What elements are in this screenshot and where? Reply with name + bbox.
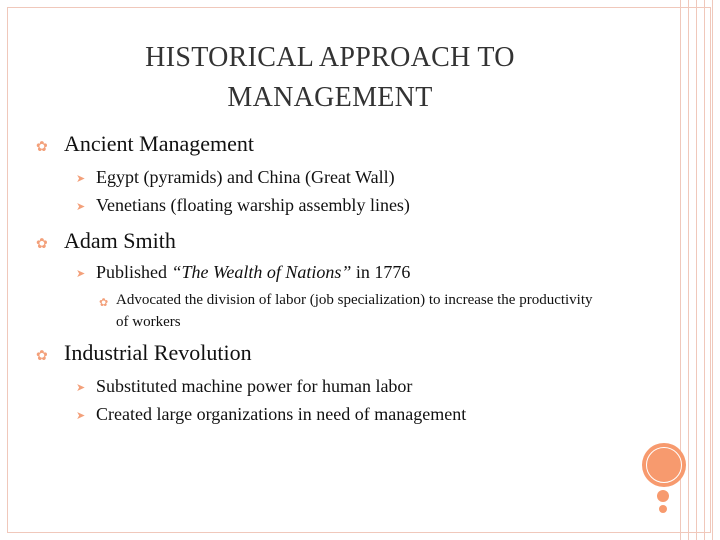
section-heading-ancient: Ancient Management <box>64 131 254 156</box>
arrow-bullet-icon: ➤ <box>76 201 86 213</box>
section-heading-industrial: Industrial Revolution <box>64 340 252 365</box>
list-item-published <box>96 262 410 283</box>
decorative-circle-small <box>657 490 669 502</box>
book-title: “The Wealth of Nations” <box>171 262 352 282</box>
gear-icon: ✿ <box>36 349 48 364</box>
arrow-bullet-icon: ➤ <box>76 382 86 394</box>
published-suffix: in 1776 <box>351 262 411 282</box>
gear-icon: ✿ <box>99 297 109 309</box>
published-prefix: Published <box>96 262 172 282</box>
decorative-circle-ring <box>646 447 682 483</box>
arrow-bullet-icon: ➤ <box>76 410 86 422</box>
list-item: Created large organizations in need of management <box>96 404 467 424</box>
arrow-bullet-icon: ➤ <box>76 173 86 185</box>
decorative-circle-tiny <box>659 505 667 513</box>
slide-title <box>80 38 580 118</box>
sub-list-item: Advocated the division of labor (job specialization) to increase the productivity of workers <box>116 292 593 330</box>
gear-icon: ✿ <box>36 237 48 252</box>
title-line-2: MANAGEMENT <box>227 82 433 113</box>
list-item: Substituted machine power for human labor <box>96 376 413 396</box>
section-heading-adam-smith: Adam Smith <box>64 228 176 253</box>
title-line-1: HISTORICAL APPROACH TO <box>145 42 515 73</box>
list-item: Egypt (pyramids) and China (Great Wall) <box>96 167 395 187</box>
gear-icon: ✿ <box>36 140 48 155</box>
list-item: Venetians (floating warship assembly lines) <box>96 195 410 215</box>
arrow-bullet-icon: ➤ <box>76 268 86 280</box>
